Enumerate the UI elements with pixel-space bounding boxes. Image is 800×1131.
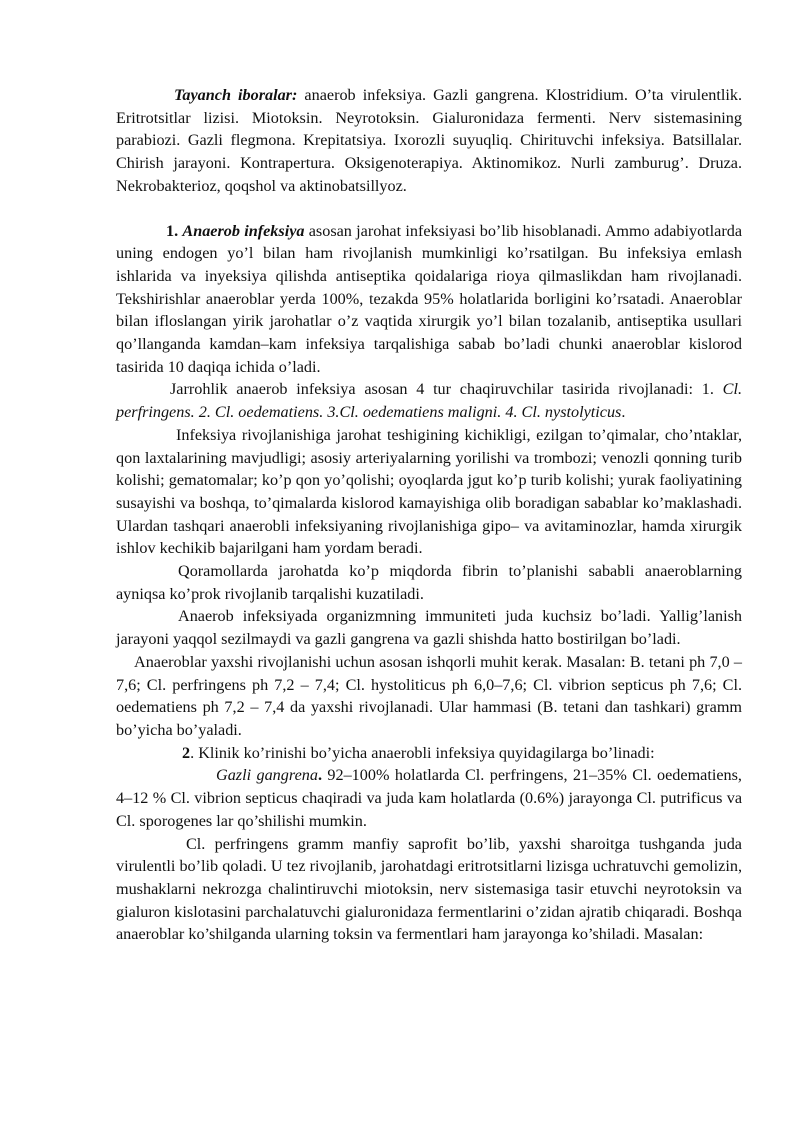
section-2-number: 2: [182, 743, 191, 762]
gangrene-paragraph: [116, 764, 742, 832]
section-1-term: Anaerob infeksiya: [182, 221, 305, 240]
gangrene-dot: .: [317, 766, 322, 785]
ph-paragraph: Anaeroblar yaxshi rivojlanishi uchun asosan ishqorli muhit kerak. Masalan: B. tetani ph 7,0 – 7,6; Cl. perfringens ph 7,2 – 7,4; Cl. hystoliticus ph 6,0–7,6; Cl. vibrion septicus ph 7,6; Cl. oedematiens ph 7,2 – 7,4 da yaxshi rivojlanadi. Ular hammasi (B. tetani dan tashkari) gramm bo’yicha bo’yaladi.: [116, 652, 742, 739]
immunity-paragraph: Anaerob infeksiyada organizmning immuniteti juda kuchsiz bo’ladi. Yallig’lanish jarayoni yaqqol sezilmaydi va gazli gangrena va gazli shishda hatto bostirilgan bo’ladi.: [116, 607, 742, 649]
gangrene-text: 92–100% holatlarda Cl. perfringens, 21–35% Cl. oedematiens, 4–12 % Cl. vibrion septicus chaqiradi va juda kam holatlarda (0.6%) jarayonga Cl. putrificus va Cl. sporogenes lar qo’shilishi mumkin.: [116, 766, 742, 830]
keywords-paragraph: [116, 84, 742, 198]
pathogens-paragraph: [116, 378, 742, 423]
section-1-number: 1.: [166, 221, 183, 240]
paragraph-gap: [116, 198, 742, 220]
pathogens-end: .: [621, 403, 626, 422]
cattle-paragraph: Qoramollarda jarohatda ko’p miqdorda fibrin to’planishi sababli anaeroblarning ayniqsa ko’prok rivojlanib tarqalishi kuzatiladi.: [116, 562, 742, 603]
factors-paragraph: Infeksiya rivojlanishiga jarohat teshigining kichikligi, ezilgan to’qimalar, cho’ntaklar, qon laxtalarining mavjudligi; asosiy arteriyalarning yorilishi va trombozi; venozli qonning turib kolishi; gematomalar; ko’p qon yo’qolishi; oyoqlarda jgut ko’p turib kolishi; yurak faoliyatining susayishi va boshqa, to’qimalarda kislorod kamayishiga olib boradigan sabablar ko’maklashadi. Ulardan tashqari anaerobli infeksiyaning rivojlanishiga gipo– va avitaminozlar, hamda xirurgik ishlov kechikib bajarilgani ham yordam beradi.: [116, 425, 742, 558]
section-2-text: . Klinik ko’rinishi bo’yicha anaerobli infeksiya quyidagilarga bo’linadi:: [190, 743, 655, 762]
section-1-text: asosan jarohat infeksiyasi bo’lib hisoblanadi. Ammo adabiyotlarda uning endogen yo’l bilan ham rivojlanish mumkinligi ko’rsatilgan. Bu infeksiya emlash ishlarida va inyeksiya qilishda antiseptika qoidalariga rioya qilmaslikdan ham rivojlanadi. Tekshirishlar anaeroblar yerda 100%, tezakda 95% holatlarida borligini ko’rsatadi. Anaeroblar bilan ifloslangan yirik jarohatlar o’z vaqtida xirurgik yo’l bilan tozalanib, antiseptika usullari qo’llanganda kamdan–kam infeksiya tarqalishiga sabab bo’ladi chunki anaeroblar kislorod tasirida 10 daqiqa ichida o’ladi.: [116, 221, 743, 376]
section-2-paragraph: [116, 742, 742, 765]
perfringens-paragraph: Cl. perfringens gramm manfiy saprofit bo’lib, yaxshi sharoitga tushganda juda virulentli bo’lib qoladi. U tez rivojlanib, jarohatdagi eritrotsitlarni lizisga uchratuvchi gemolizin, mushaklarni nekrozga chalintiruvchi miotoksin, nerv sistemasiga tasir etuvchi neyrotoksin va gialuron kislotasini parchalatuvchi gialuronidaza fermentlarini o’zidan ajratib chiqaradi. Boshqa anaeroblar ko’shilganda ularning toksin va fermentlari ham jarayonga ko’shiladi. Masalan:: [116, 834, 742, 944]
section-1-paragraph: [116, 220, 742, 379]
keywords-label: Tayanch iboralar:: [174, 86, 298, 104]
keywords-text: anaerob infeksiya. Gazli gangrena. Klostridium. O’ta virulentlik. Eritrotsitlar lizisi. Miotoksin. Neyrotoksin. Gialuronidaza fermenti. Nerv sistemasining parabiozi. Gazli flegmona. Krepitatsiya. Ixorozli suyuqliq. Chirituvchi infeksiya. Batsillalar. Chirish jarayoni. Kontrapertura. Oksigenoterapiya. Aktinomikoz. Nurli zamburug’. Druza. Nekrobakterioz, qoqshol va aktinobatsillyoz.: [116, 86, 742, 195]
pathogens-intro: Jarrohlik anaerob infeksiya asosan 4 tur chaqiruvchilar tasirida rivojlanadi: 1.: [170, 380, 723, 399]
gangrene-term: Gazli gangrena: [216, 766, 318, 785]
pathogens-list: Cl. perfringens. 2. Cl. oedematiens. 3.Cl. oedematiens maligni. 4. Cl. nystolyticus: [116, 380, 742, 422]
